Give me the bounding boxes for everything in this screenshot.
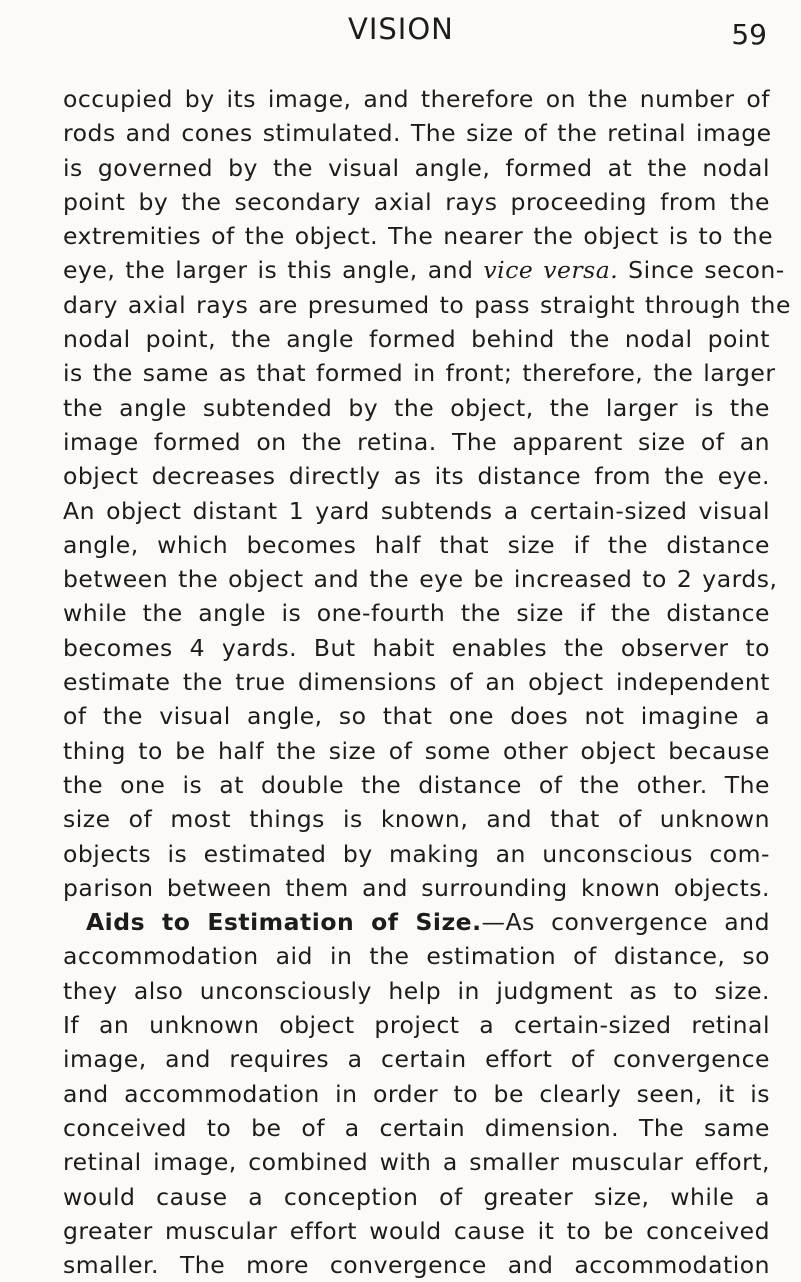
- text-line: smaller. The more convergence and accommodation: [63, 1251, 770, 1280]
- text-line: size of most things is known, and that of unknown: [63, 805, 770, 834]
- text-line: point by the secondary axial rays proceeding from the: [63, 187, 770, 216]
- text-line: image, and requires a certain effort of convergence: [63, 1045, 770, 1074]
- text-line: objects is estimated by making an unconscious com-: [63, 839, 770, 868]
- page-header: [0, 12, 801, 52]
- text-line: extremities of the object. The nearer the object is to the: [63, 222, 774, 251]
- text-segment: eye, the larger is this angle, and: [63, 256, 484, 285]
- text-line: If an unknown object project a certain-sized retinal: [63, 1011, 770, 1040]
- text-segment: —As convergence and: [481, 908, 770, 937]
- text-line: occupied by its image, and therefore on the number of: [63, 85, 770, 113]
- text-line: the angle subtended by the object, the larger is the: [63, 393, 770, 422]
- text-line: angle, which becomes half that size if the distance: [63, 530, 770, 559]
- text-line: retinal image, combined with a smaller muscular effort,: [63, 1148, 770, 1177]
- text-line: image formed on the retina. The apparent size of an: [63, 427, 770, 456]
- text-line: accommodation aid in the estimation of distance, so: [63, 942, 770, 971]
- text-line: and accommodation in order to be clearly seen, it is: [63, 1079, 770, 1108]
- running-head: VISION: [348, 12, 454, 46]
- text-line: nodal point, the angle formed behind the nodal point: [63, 325, 770, 354]
- text-line: estimate the true dimensions of an object independent: [63, 668, 770, 697]
- text-line: greater muscular effort would cause it to be conceived: [63, 1216, 770, 1245]
- text-line: is the same as that formed in front; therefore, the larger: [63, 359, 776, 388]
- text-line: parison between them and surrounding known objects.: [63, 873, 770, 902]
- section-heading-line: [63, 905, 770, 939]
- text-line: An object distant 1 yard subtends a certain-sized visual: [63, 496, 770, 525]
- text-segment: Since secon-: [618, 256, 785, 285]
- text-line: conceived to be of a certain dimension. The same: [63, 1113, 770, 1142]
- text-line: becomes 4 yards. But habit enables the observer to: [63, 633, 770, 662]
- section-heading: Aids to Estimation of Size.: [86, 908, 482, 937]
- text-line: of the visual angle, so that one does not imagine a: [63, 702, 770, 731]
- text-line: would cause a conception of greater size, while a: [63, 1182, 770, 1211]
- text-line: dary axial rays are presumed to pass straight through the: [63, 290, 791, 319]
- text-line: [63, 253, 785, 287]
- italic-phrase: vice versa.: [483, 256, 619, 285]
- text-line: they also unconsciously help in judgment as to size.: [63, 976, 770, 1005]
- text-line: thing to be half the size of some other object because: [63, 736, 770, 765]
- text-line: the one is at double the distance of the other. The: [63, 770, 770, 799]
- text-line: between the object and the eye be increased to 2 yards,: [63, 565, 778, 594]
- text-line: object decreases directly as its distance from the eye.: [63, 462, 770, 491]
- body-text: [63, 82, 791, 1282]
- text-line: is governed by the visual angle, formed at the nodal: [63, 153, 770, 182]
- text-line: rods and cones stimulated. The size of the retinal image: [63, 119, 772, 148]
- text-line: while the angle is one-fourth the size if the distance: [63, 599, 770, 628]
- page-number: 59: [731, 18, 767, 51]
